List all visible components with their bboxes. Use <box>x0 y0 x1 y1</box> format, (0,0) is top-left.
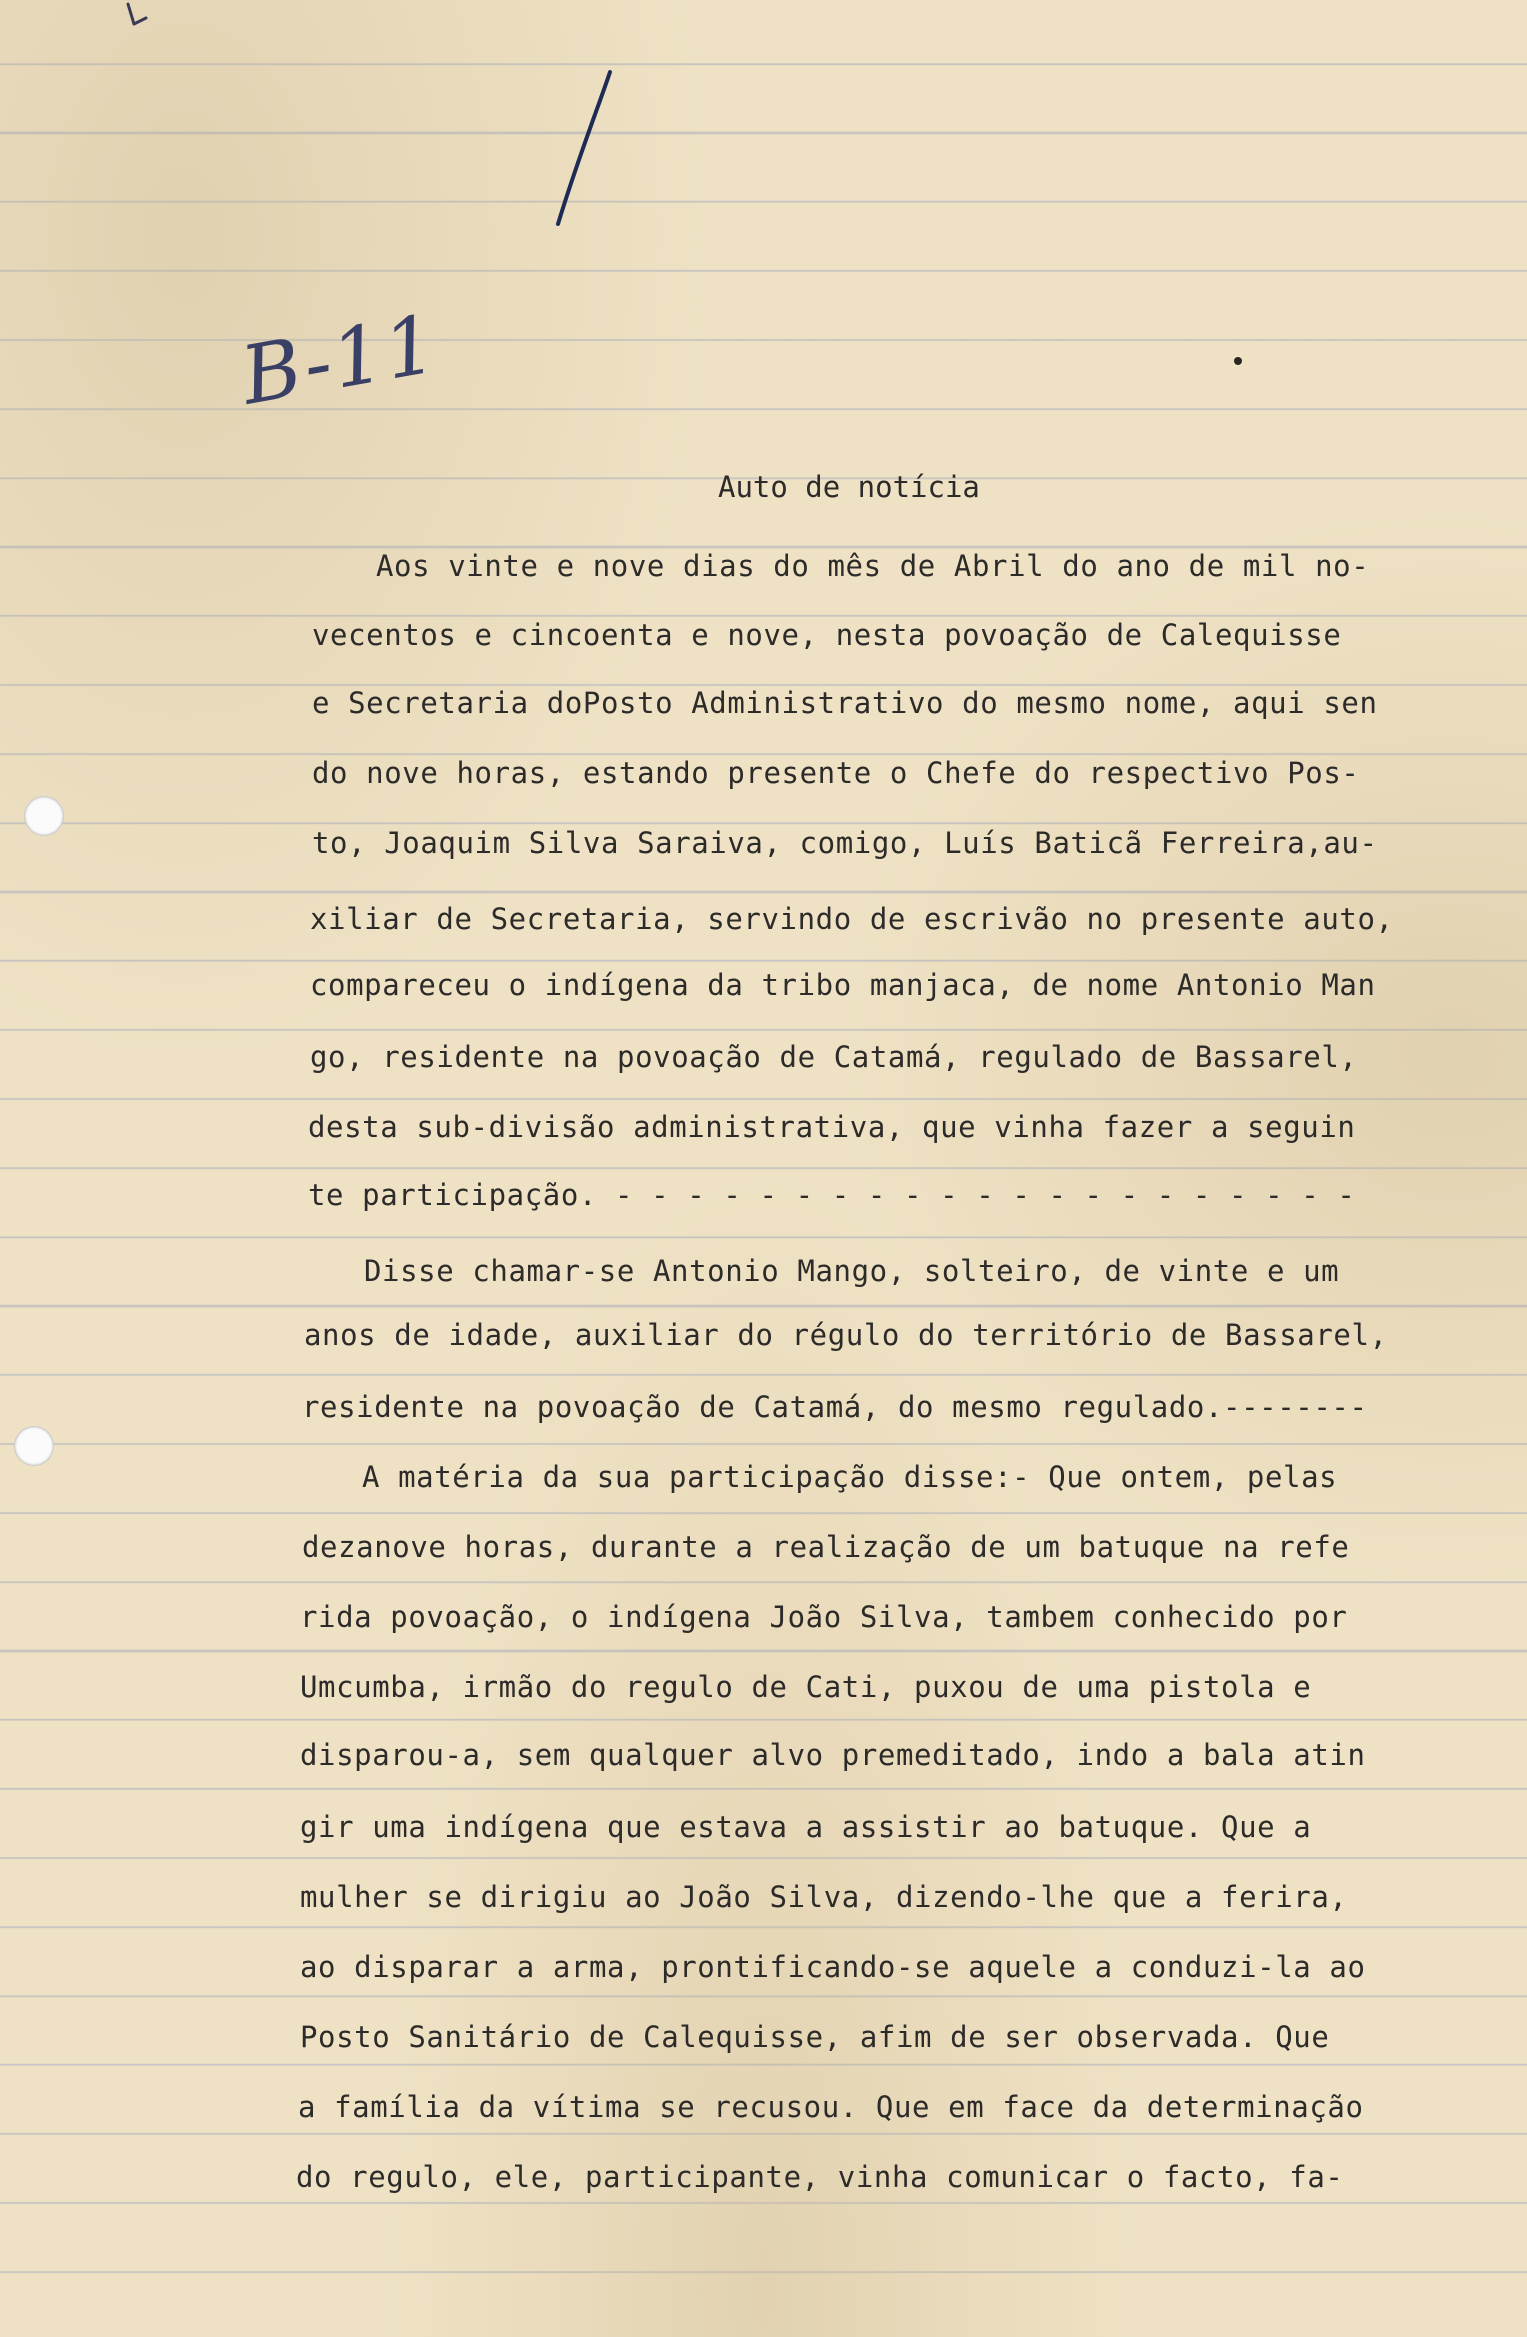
text-line: a família da vítima se recusou. Que em face da determinação <box>298 2090 1364 2124</box>
text-line: go, residente na povoação de Catamá, regulado de Bassarel, <box>310 1040 1358 1074</box>
text-line: gir uma indígena que estava a assistir ao batuque. Que a <box>300 1810 1312 1844</box>
text-line: Disse chamar-se Antonio Mango, solteiro, de vinte e um <box>364 1254 1340 1288</box>
handwritten-reference: B-11 <box>234 296 446 423</box>
text-line: residente na povoação de Catamá, do mesmo regulado.-------- <box>302 1390 1368 1424</box>
text-line: vecentos e cincoenta e nove, nesta povoação de Calequisse <box>312 618 1342 652</box>
text-line: Aos vinte e nove dias do mês de Abril do ano de mil no- <box>376 549 1370 583</box>
text-line: anos de idade, auxiliar do régulo do território de Bassarel, <box>304 1318 1388 1352</box>
text-line: dezanove horas, durante a realização de um batuque na refe <box>302 1530 1350 1564</box>
text-line: do nove horas, estando presente o Chefe do respectivo Pos- <box>312 756 1360 790</box>
punch-hole <box>14 1426 54 1466</box>
text-line: disparou-a, sem qualquer alvo premeditado, indo a bala atin <box>300 1738 1366 1772</box>
text-line: rida povoação, o indígena João Silva, tambem conhecido por <box>300 1600 1348 1634</box>
text-line: compareceu o indígena da tribo manjaca, de nome Antonio Man <box>310 968 1376 1002</box>
text-line: A matéria da sua participação disse:- Que ontem, pelas <box>362 1460 1338 1494</box>
text-line: te participação. - - - - - - - - - - - - - - - - - - - - - <box>308 1178 1356 1212</box>
text-line: mulher se dirigiu ao João Silva, dizendo-lhe que a ferira, <box>300 1880 1348 1914</box>
document-title: Auto de notícia <box>718 470 980 504</box>
punch-hole <box>24 796 64 836</box>
pen-stroke <box>548 68 618 228</box>
text-line: desta sub-divisão administrativa, que vinha fazer a seguin <box>308 1110 1356 1144</box>
text-line: xiliar de Secretaria, servindo de escrivão no presente auto, <box>310 902 1394 936</box>
ink-mark <box>124 0 154 36</box>
text-line: Posto Sanitário de Calequisse, afim de ser observada. Que <box>300 2020 1330 2054</box>
text-line: to, Joaquim Silva Saraiva, comigo, Luís Baticã Ferreira,au- <box>312 826 1378 860</box>
text-line: ao disparar a arma, prontificando-se aquele a conduzi-la ao <box>300 1950 1366 1984</box>
text-line: e Secretaria doPosto Administrativo do mesmo nome, aqui sen <box>312 686 1378 720</box>
text-line: Umcumba, irmão do regulo de Cati, puxou de uma pistola e <box>300 1670 1312 1704</box>
ink-dot <box>1234 357 1242 365</box>
text-line: do regulo, ele, participante, vinha comunicar o facto, fa- <box>296 2160 1344 2194</box>
